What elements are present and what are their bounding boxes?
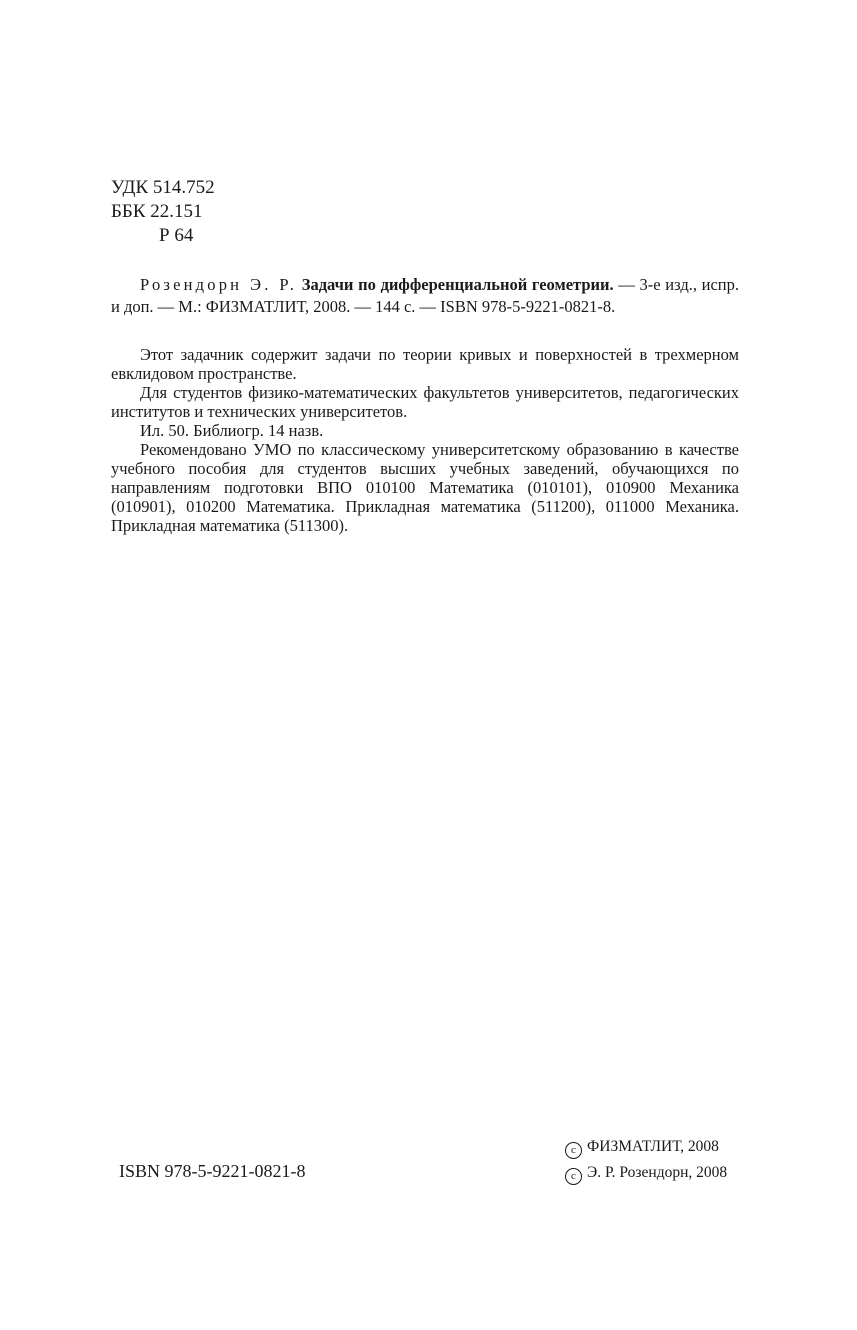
book-title: Задачи по дифференциальной геометрии. (301, 275, 614, 294)
classification-block (111, 176, 215, 248)
annotation-paragraph: Для студентов физико-математических факультетов университетов, педагогических институтов и технических университетов. (111, 383, 739, 421)
annotation-paragraph: Рекомендовано УМО по классическому университетскому образованию в качестве учебного пособия для студентов высших учебных заведений, обучающихся по направлениям подготовки ВПО 010100 Математика (010101), 010900 Механика (010901), 010200 Математика. Прикладная математика (511200), 011000 Механика. Прикладная математика (511300). (111, 440, 739, 535)
annotation-paragraph: Ил. 50. Библиогр. 14 назв. (140, 421, 324, 440)
copyright-icon: c (565, 1142, 582, 1159)
isbn-footer: ISBN 978-5-9221-0821-8 (119, 1161, 306, 1181)
author-sign: Р 64 (159, 225, 194, 246)
annotation-block (111, 345, 739, 535)
copyright-line (565, 1160, 727, 1186)
copyright-notices (565, 1134, 727, 1186)
copyright-icon: c (565, 1168, 582, 1185)
copyright-holder: Э. Р. Розендорн, 2008 (587, 1164, 728, 1181)
publication-details: — 3-е изд., испр. и доп. — М.: ФИЗМАТЛИТ, 2008. — 144 с. — ISBN 978-5-9221-0821-8. (111, 275, 740, 316)
copyright-line (565, 1134, 727, 1160)
bibliographic-entry (111, 274, 739, 318)
author-name: Розендорн Э. Р. (140, 275, 298, 294)
copyright-holder: ФИЗМАТЛИТ, 2008 (587, 1138, 719, 1155)
bibliographic-record (111, 274, 739, 318)
udk-code: УДК 514.752 (111, 177, 215, 198)
bbk-code: ББК 22.151 (111, 201, 203, 222)
annotation-paragraph: Этот задачник содержит задачи по теории кривых и поверхностей в трехмерном евклидовом пространстве. (111, 345, 739, 383)
